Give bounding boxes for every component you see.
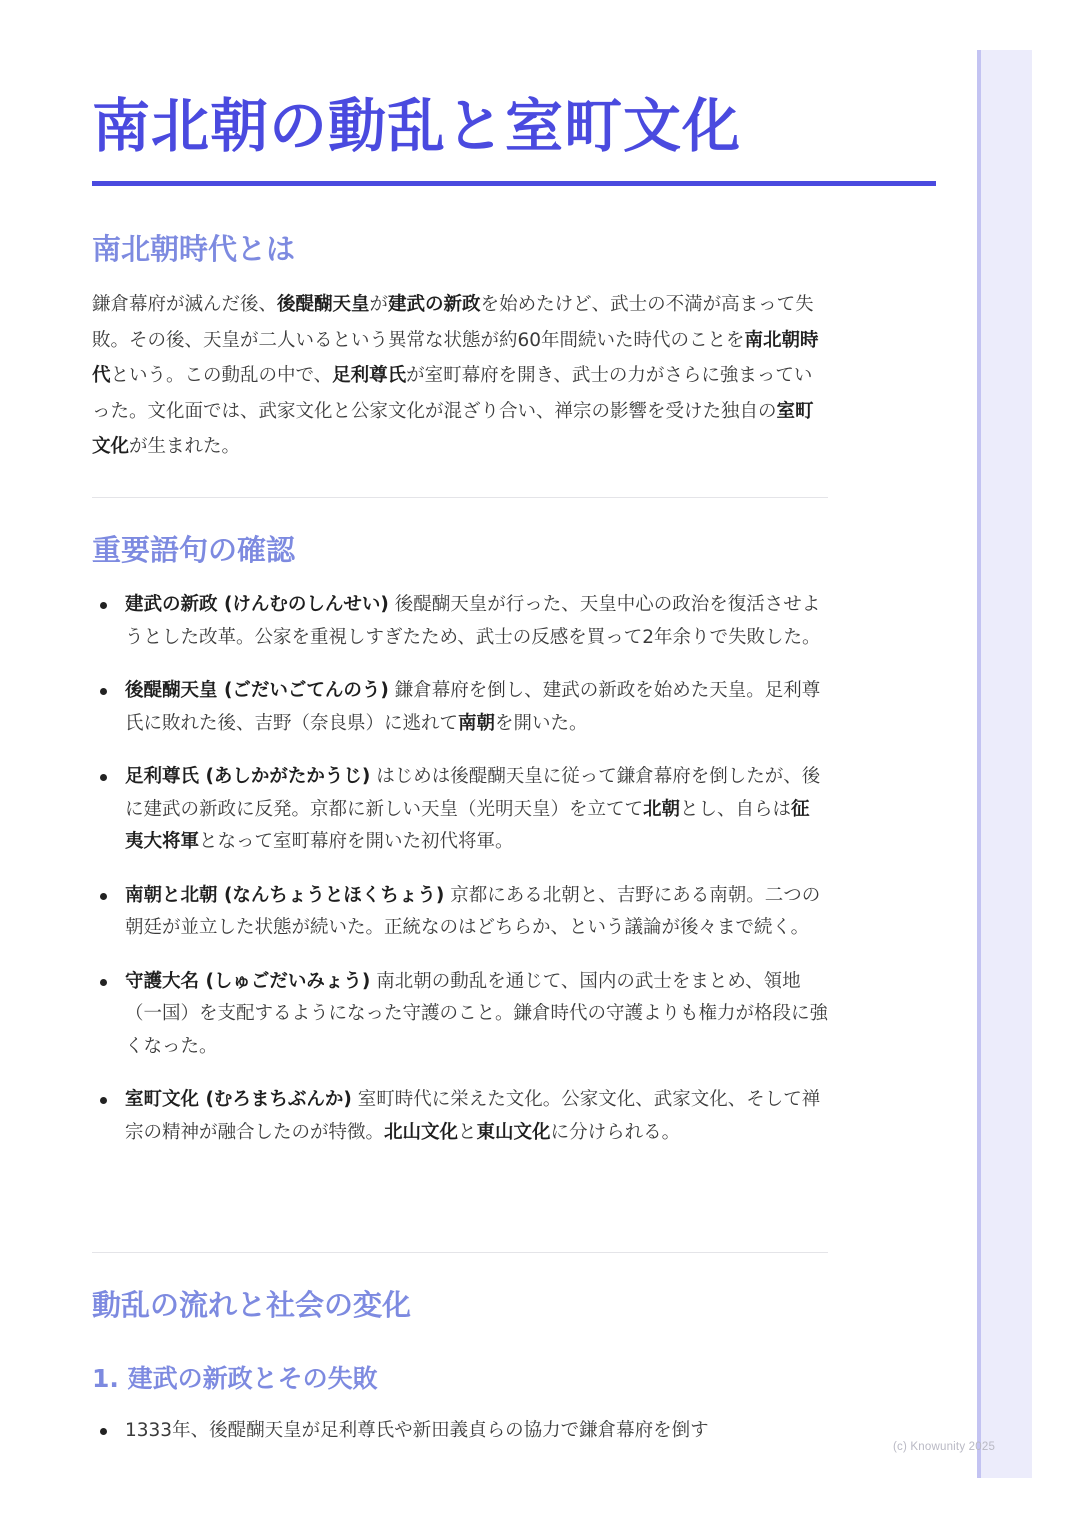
text-run: が (369, 294, 389, 315)
text-run: となって室町幕府を開いた初代将軍。 (199, 831, 514, 852)
key-term-item (92, 675, 828, 740)
section-divider (92, 497, 828, 498)
section-heading-key-terms: 重要語句の確認 (92, 533, 296, 567)
text-run: が室町幕府を開き、武士の力がさらに強まっていった。文化面では、武家文化と公家文化が混ざり合い、禅宗の影響を受けた独自の (92, 365, 813, 422)
page-title: 南北朝の動乱と室町文化 (92, 92, 742, 160)
bold-keyword: 後醍醐天皇 (277, 294, 370, 315)
flow-list (92, 1415, 832, 1448)
bullet-icon (100, 774, 107, 781)
flow-item-text: 1333年、後醍醐天皇が足利尊氏や新田義貞らの協力で鎌倉幕府を倒す (125, 1420, 709, 1441)
text-run: 室町時代に栄えた文化。公家文化、武家文化、そして禅宗の精神が融合したのが特徴。 (125, 1089, 821, 1143)
title-underline (92, 181, 936, 186)
section-divider (92, 1252, 828, 1253)
bold-keyword: 東山文化 (476, 1121, 551, 1143)
bullet-icon (100, 1428, 107, 1435)
key-term-title: 足利尊氏 (あしかがたかうじ) (125, 766, 371, 787)
section-heading-flow: 動乱の流れと社会の変化 (92, 1288, 412, 1322)
subsection-heading-kenmu: 1. 建武の新政とその失敗 (92, 1364, 378, 1393)
bold-keyword: 北朝 (643, 798, 681, 820)
text-run: 鎌倉幕府が滅んだ後、 (92, 294, 278, 315)
text-run: 京都にある北朝と、吉野にある南朝。二つの朝廷が並立した状態が続いた。正統なのはどちらか、という議論が後々まで続く。 (125, 884, 821, 938)
text-run: 南北朝の動乱を通じて、国内の武士をまとめ、領地（一国）を支配するようになった守護のこと。鎌倉時代の守護よりも権力が格段に強くなった。 (125, 970, 829, 1057)
text-run: と (458, 1121, 477, 1143)
text-run: が生まれた。 (129, 436, 241, 457)
text-run: はじめは後醍醐天皇に従って鎌倉幕府を倒したが、後に建武の新政に反発。京都に新しい天皇（光明天皇）を立てて (125, 766, 821, 820)
text-run: という。この動乱の中で、 (110, 365, 333, 386)
bullet-icon (100, 1097, 107, 1104)
bold-keyword: 南北朝時代 (92, 329, 819, 386)
overview-paragraph (92, 287, 828, 465)
text-run: 後醍醐天皇が行った、天皇中心の政治を復活させようとした改革。公家を重視しすぎたため、武士の反感を買って2年余りで失敗した。 (125, 594, 821, 648)
key-terms-list (92, 589, 828, 1170)
key-term-item (92, 880, 828, 945)
bold-keyword: 足利尊氏 (332, 365, 407, 386)
bullet-icon (100, 602, 107, 609)
key-term-title: 建武の新政 (けんむのしんせい) (125, 594, 389, 615)
key-term-item (92, 589, 828, 654)
key-term-item (92, 761, 828, 859)
key-term-title: 室町文化 (むろまちぶんか) (125, 1089, 352, 1110)
text-run: とし、自らは (680, 798, 792, 820)
text-run: 鎌倉幕府を倒し、建武の新政を始めた天皇。足利尊氏に敗れた後、吉野（奈良県）に逃れて (125, 680, 821, 734)
bullet-icon (100, 979, 107, 986)
right-margin-bar (977, 50, 1032, 1478)
key-term-item (92, 966, 828, 1064)
section-heading-overview: 南北朝時代とは (92, 232, 296, 266)
key-term-item (92, 1084, 828, 1149)
bold-keyword: 建武の新政 (388, 294, 481, 315)
key-term-title: 守護大名 (しゅごだいみょう) (125, 970, 371, 992)
bold-keyword: 征夷大将軍 (125, 798, 810, 852)
key-term-title: 南朝と北朝 (なんちょうとほくちょう) (125, 884, 445, 906)
bullet-icon (100, 893, 107, 900)
copyright-footer: (c) Knowunity 2025 (893, 1441, 996, 1453)
text-run: を開いた。 (495, 712, 588, 734)
text-run: に分けられる。 (550, 1121, 681, 1143)
bullet-icon (100, 688, 107, 695)
bold-keyword: 室町文化 (92, 400, 814, 457)
key-term-title: 後醍醐天皇 (ごだいごてんのう) (125, 680, 389, 701)
bold-keyword: 北山文化 (384, 1121, 459, 1143)
bold-keyword: 南朝 (458, 712, 496, 734)
flow-list-item (92, 1415, 832, 1448)
text-run: を始めたけど、武士の不満が高まって失敗。その後、天皇が二人いるという異常な状態が約60年間続いた時代のことを (92, 294, 814, 351)
